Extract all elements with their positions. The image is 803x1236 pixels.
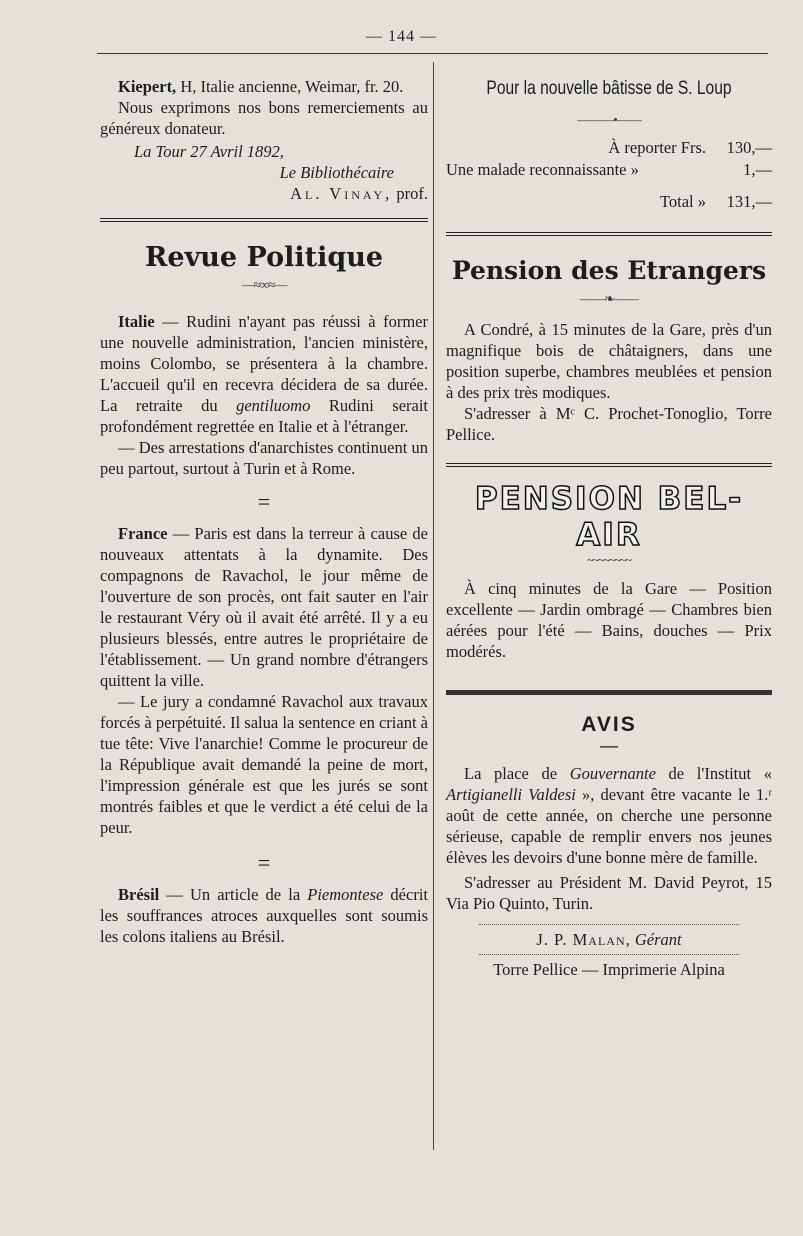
italie-paragraph-2: — Des arrestations d'anarchistes continuent un peu partout, surtout à Turin et à Rome.	[100, 438, 428, 478]
right-divider-1	[446, 232, 772, 236]
left-divider-1	[100, 218, 428, 222]
footer-rule	[479, 954, 739, 955]
page-number: — 144 —	[366, 28, 437, 45]
avis-text: La place de Gouvernante de l'Institut « Artigianelli Valdesi », devant être vacante le 1.ʳ août de cette année, on cherche une personne sérieuse, capable de remplir envers nos jeunes élèves les devoirs d'une bonne mère de famille.	[446, 764, 773, 867]
pension-etrangers-ornament: ——❧——	[580, 291, 638, 306]
right-column	[446, 62, 772, 980]
top-rule	[97, 53, 768, 54]
revue-title: Revue Politique	[144, 242, 384, 273]
batisse-total: Total » 131,—	[659, 192, 772, 211]
bel-air-title: PENSION BEL-AIR	[474, 481, 744, 553]
france-label: France	[118, 524, 168, 543]
batisse-row-2: Une malade reconnaissante » 1,—	[446, 160, 772, 179]
kiepert-book: H, Italie ancienne, Weimar, fr. 20.	[176, 77, 404, 96]
batisse-ornament: ———•——	[577, 112, 641, 127]
kiepert-signature: Al. Vinay,	[290, 184, 393, 203]
kiepert-title: prof.	[392, 184, 428, 203]
bel-air-text: À cinq minutes de la Gare — Position excellente — Jardin ombragé — Chambres bien aérées pour l'été — Bains, douches — Prix modérés.	[446, 579, 772, 661]
france-paragraph: France — Paris est dans la terreur à cause de nouveaux attentats à la dynamite. Des compagnons de Ravachol, le jour même de l'ouverture de son procès, ont fait sauter en l'air le restaurant Véry où il avait été arrêté. Il y a eu plusieurs blessés, entre autres le propriétaire de l'établissement. — Un grand nombre d'étrangers quittent la ville.	[100, 524, 428, 690]
avis-title: AVIS	[581, 713, 637, 736]
footer-ornament	[479, 924, 739, 925]
column-divider	[433, 62, 434, 1150]
separator-1: =	[257, 489, 271, 514]
batisse-row-1: À reporter Frs. 130,—	[608, 138, 772, 157]
gerant-line: J. P. Malan, Gérant	[536, 930, 682, 949]
pension-etrangers-contact: S'adresser à Mᶜ C. Prochet-Tonoglio, Torre Pellice.	[446, 404, 772, 444]
left-column	[100, 62, 428, 947]
france-paragraph-2: — Le jury a condamné Ravachol aux travaux forcés à perpétuité. Il salua la sentence en criant à tue tête: Vive l'anarchie! Comme le procureur de la République avait demandé la peine de mort, l'impression générale est que les jurés se sont montrés faibles et que le verdict a été celui de la peur.	[100, 692, 428, 837]
kiepert-role: Le Bibliothécaire	[279, 163, 394, 182]
printer-line: Torre Pellice — Imprimerie Alpina	[493, 960, 725, 979]
bel-air-ornament: ~~~~~~~~	[587, 553, 631, 567]
pension-etrangers-title: Pension des Etrangers	[451, 256, 767, 285]
avis-dash: —	[600, 735, 618, 755]
pension-etrangers-text: A Condré, à 15 minutes de la Gare, près d'un magnifique bois de châtaigners, dans une position superbe, chambres meublées et pension à des prix très modiques.	[446, 320, 772, 402]
kiepert-place-date: La Tour 27 Avril 1892,	[134, 142, 284, 161]
kiepert-name: Kiepert,	[118, 77, 177, 96]
bresil-label: Brésil	[118, 885, 160, 904]
italie-paragraph: Italie — Rudini n'ayant pas réussi à former une nouvelle administration, l'ancien ministère, moins Colombo, se présentera à la chambre. L'accueil qu'il en recevra décidera de sa durée. La retraite du gentiluomo Rudini serait profondément regrettée en Italie et à l'étranger.	[100, 312, 429, 436]
right-divider-2	[446, 463, 772, 467]
revue-ornament: —≈∞≈—	[241, 277, 287, 292]
batisse-title: Pour la nouvelle bâtisse de S. Loup	[486, 78, 732, 99]
right-divider-3	[446, 690, 772, 695]
kiepert-thanks: Nous exprimons nos bons remerciements au généreux donateur.	[100, 98, 428, 138]
italie-label: Italie	[118, 312, 155, 331]
avis-contact: S'adresser au Président M. David Peyrot, 15 Via Pio Quinto, Turin.	[446, 873, 772, 913]
bresil-paragraph: Brésil — Un article de la Piemontese décrit les souffrances atroces auxquelles sont soumis les colons italiens au Brésil.	[100, 885, 428, 946]
separator-2: =	[257, 850, 271, 875]
kiepert-notice	[100, 62, 428, 204]
